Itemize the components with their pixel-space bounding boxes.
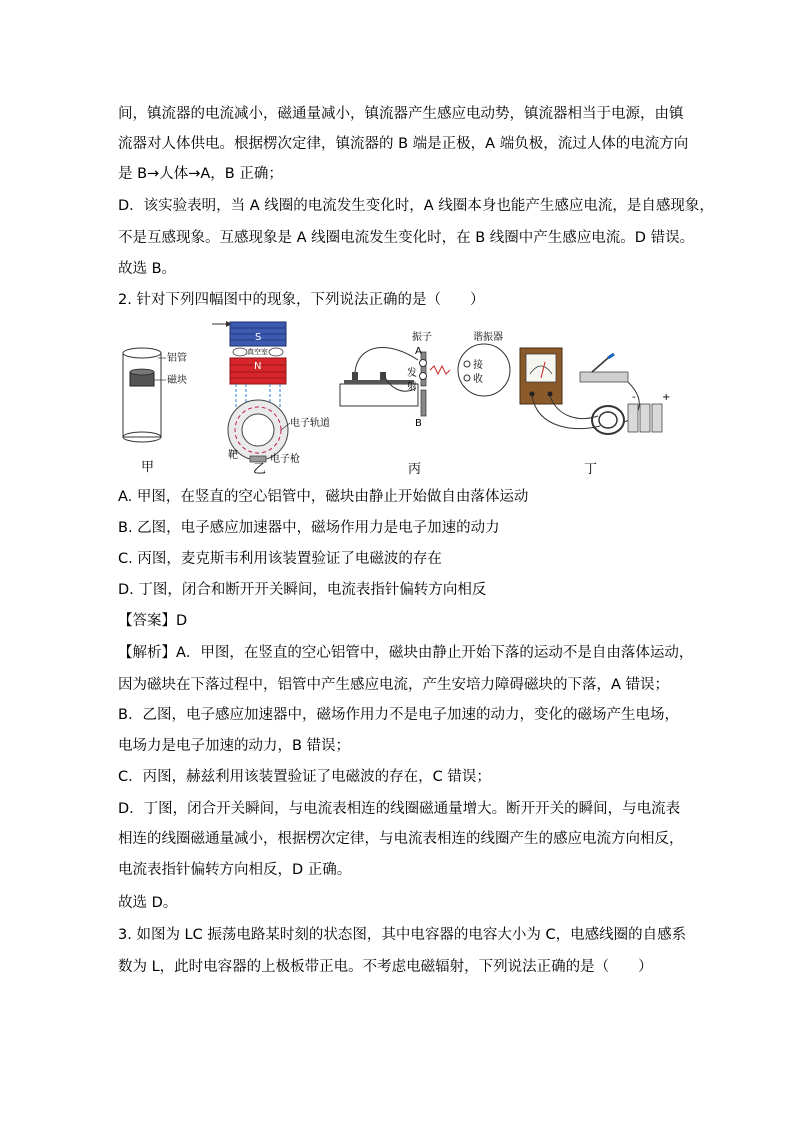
label-emit-1: 发: [407, 368, 417, 379]
label-point-a: A: [415, 346, 422, 357]
analysis-line: C．丙图，赫兹利用该装置验证了电磁波的存在，C 错误；: [118, 769, 491, 785]
figure-yi: [212, 321, 330, 477]
figure-jia: [123, 348, 187, 475]
label-electron-gun: 电子枪: [270, 454, 300, 465]
option-a: A. 甲图，在竖直的空心铝管中，磁块由静止开始做自由落体运动: [118, 489, 529, 505]
question-2-stem: 2. 针对下列四幅图中的现象，下列说法正确的是（ ）: [118, 292, 485, 308]
label-emit-2: 射: [407, 382, 417, 393]
caption-bing: 丙: [408, 462, 422, 477]
svg-text:+: +: [662, 392, 671, 403]
label-resonator: 谐振器: [473, 332, 503, 343]
label-target: 靶: [228, 450, 238, 461]
label-receive-1: 接: [473, 360, 483, 371]
paragraph-line: 故选 B。: [118, 261, 177, 277]
analysis-line: 电场力是电子加速的动力，B 错误；: [118, 738, 351, 754]
analysis-line: B．乙图，电子感应加速器中，磁场作用力不是电子加速的动力，变化的磁场产生电场，: [118, 707, 679, 723]
question-3-stem: 数为 L，此时电容器的上极板带正电。不考虑电磁辐射，下列说法正确的是（ ）: [118, 959, 653, 975]
svg-text:-: -: [632, 392, 636, 403]
label-point-b: B: [415, 418, 422, 429]
caption-ding: 丁: [584, 462, 598, 477]
paragraph-line: 间，镇流器的电流减小，磁通量减小，镇流器产生感应电动势，镇流器相当于电源，由镇: [118, 106, 684, 122]
question-2-figure: [118, 318, 678, 478]
caption-yi: 乙: [253, 462, 267, 477]
label-pole-n: N: [254, 361, 262, 372]
figure-ding: [520, 348, 670, 477]
label-vacuum-chamber: 真空室: [247, 348, 268, 356]
analysis-line: 故选 D。: [118, 895, 178, 911]
question-3-stem: 3. 如图为 LC 振荡电路某时刻的状态图，其中电容器的电容大小为 C，电感线圈的自感系: [118, 927, 687, 943]
label-electron-orbit: 电子轨道: [290, 418, 330, 429]
paragraph-line: 流器对人体供电。根据楞次定律，镇流器的 B 端是正极，A 端负极，流过人体的电流方向: [118, 136, 689, 152]
analysis-line: 相连的线圈磁通量减小，根据楞次定律，与电流表相连的线圈产生的感应电流方向相反，: [118, 831, 684, 847]
paragraph-line: D．该实验表明，当 A 线圈的电流发生变化时，A 线圈本身也能产生感应电流，是自感现象，: [118, 198, 714, 214]
label-aluminum-tube: 铝管: [167, 353, 187, 364]
answer: 【答案】D: [118, 613, 188, 629]
option-d: D. 丁图，闭合和断开开关瞬间，电流表指针偏转方向相反: [118, 582, 487, 598]
option-b: B. 乙图，电子感应加速器中，磁场作用力是电子加速的动力: [118, 520, 500, 536]
label-magnet-block: 磁块: [167, 375, 187, 386]
label-receive-2: 收: [473, 374, 483, 385]
paragraph-line: 是 B→人体→A，B 正确；: [118, 166, 283, 182]
analysis-line: 因为磁块在下落过程中，铝管中产生感应电流，产生安培力障碍磁块的下落，A 错误；: [118, 677, 670, 693]
figure-bing: [340, 330, 510, 477]
label-oscillator: 振子: [412, 332, 432, 343]
option-c: C. 丙图，麦克斯韦利用该装置验证了电磁波的存在: [118, 551, 442, 567]
label-pole-s: S: [255, 332, 262, 343]
analysis-line: 【解析】A．甲图，在竖直的空心铝管中，磁块由静止开始下落的运动不是自由落体运动，: [118, 645, 694, 661]
caption-jia: 甲: [141, 460, 155, 475]
analysis-line: D．丁图，闭合开关瞬间，与电流表相连的线圈磁通量增大。断开开关的瞬间，与电流表: [118, 801, 681, 817]
analysis-line: 电流表指针偏转方向相反，D 正确。: [118, 862, 352, 878]
paragraph-line: 不是互感现象。互感现象是 A 线圈电流发生变化时，在 B 线圈中产生感应电流。D 错误。: [118, 230, 695, 246]
